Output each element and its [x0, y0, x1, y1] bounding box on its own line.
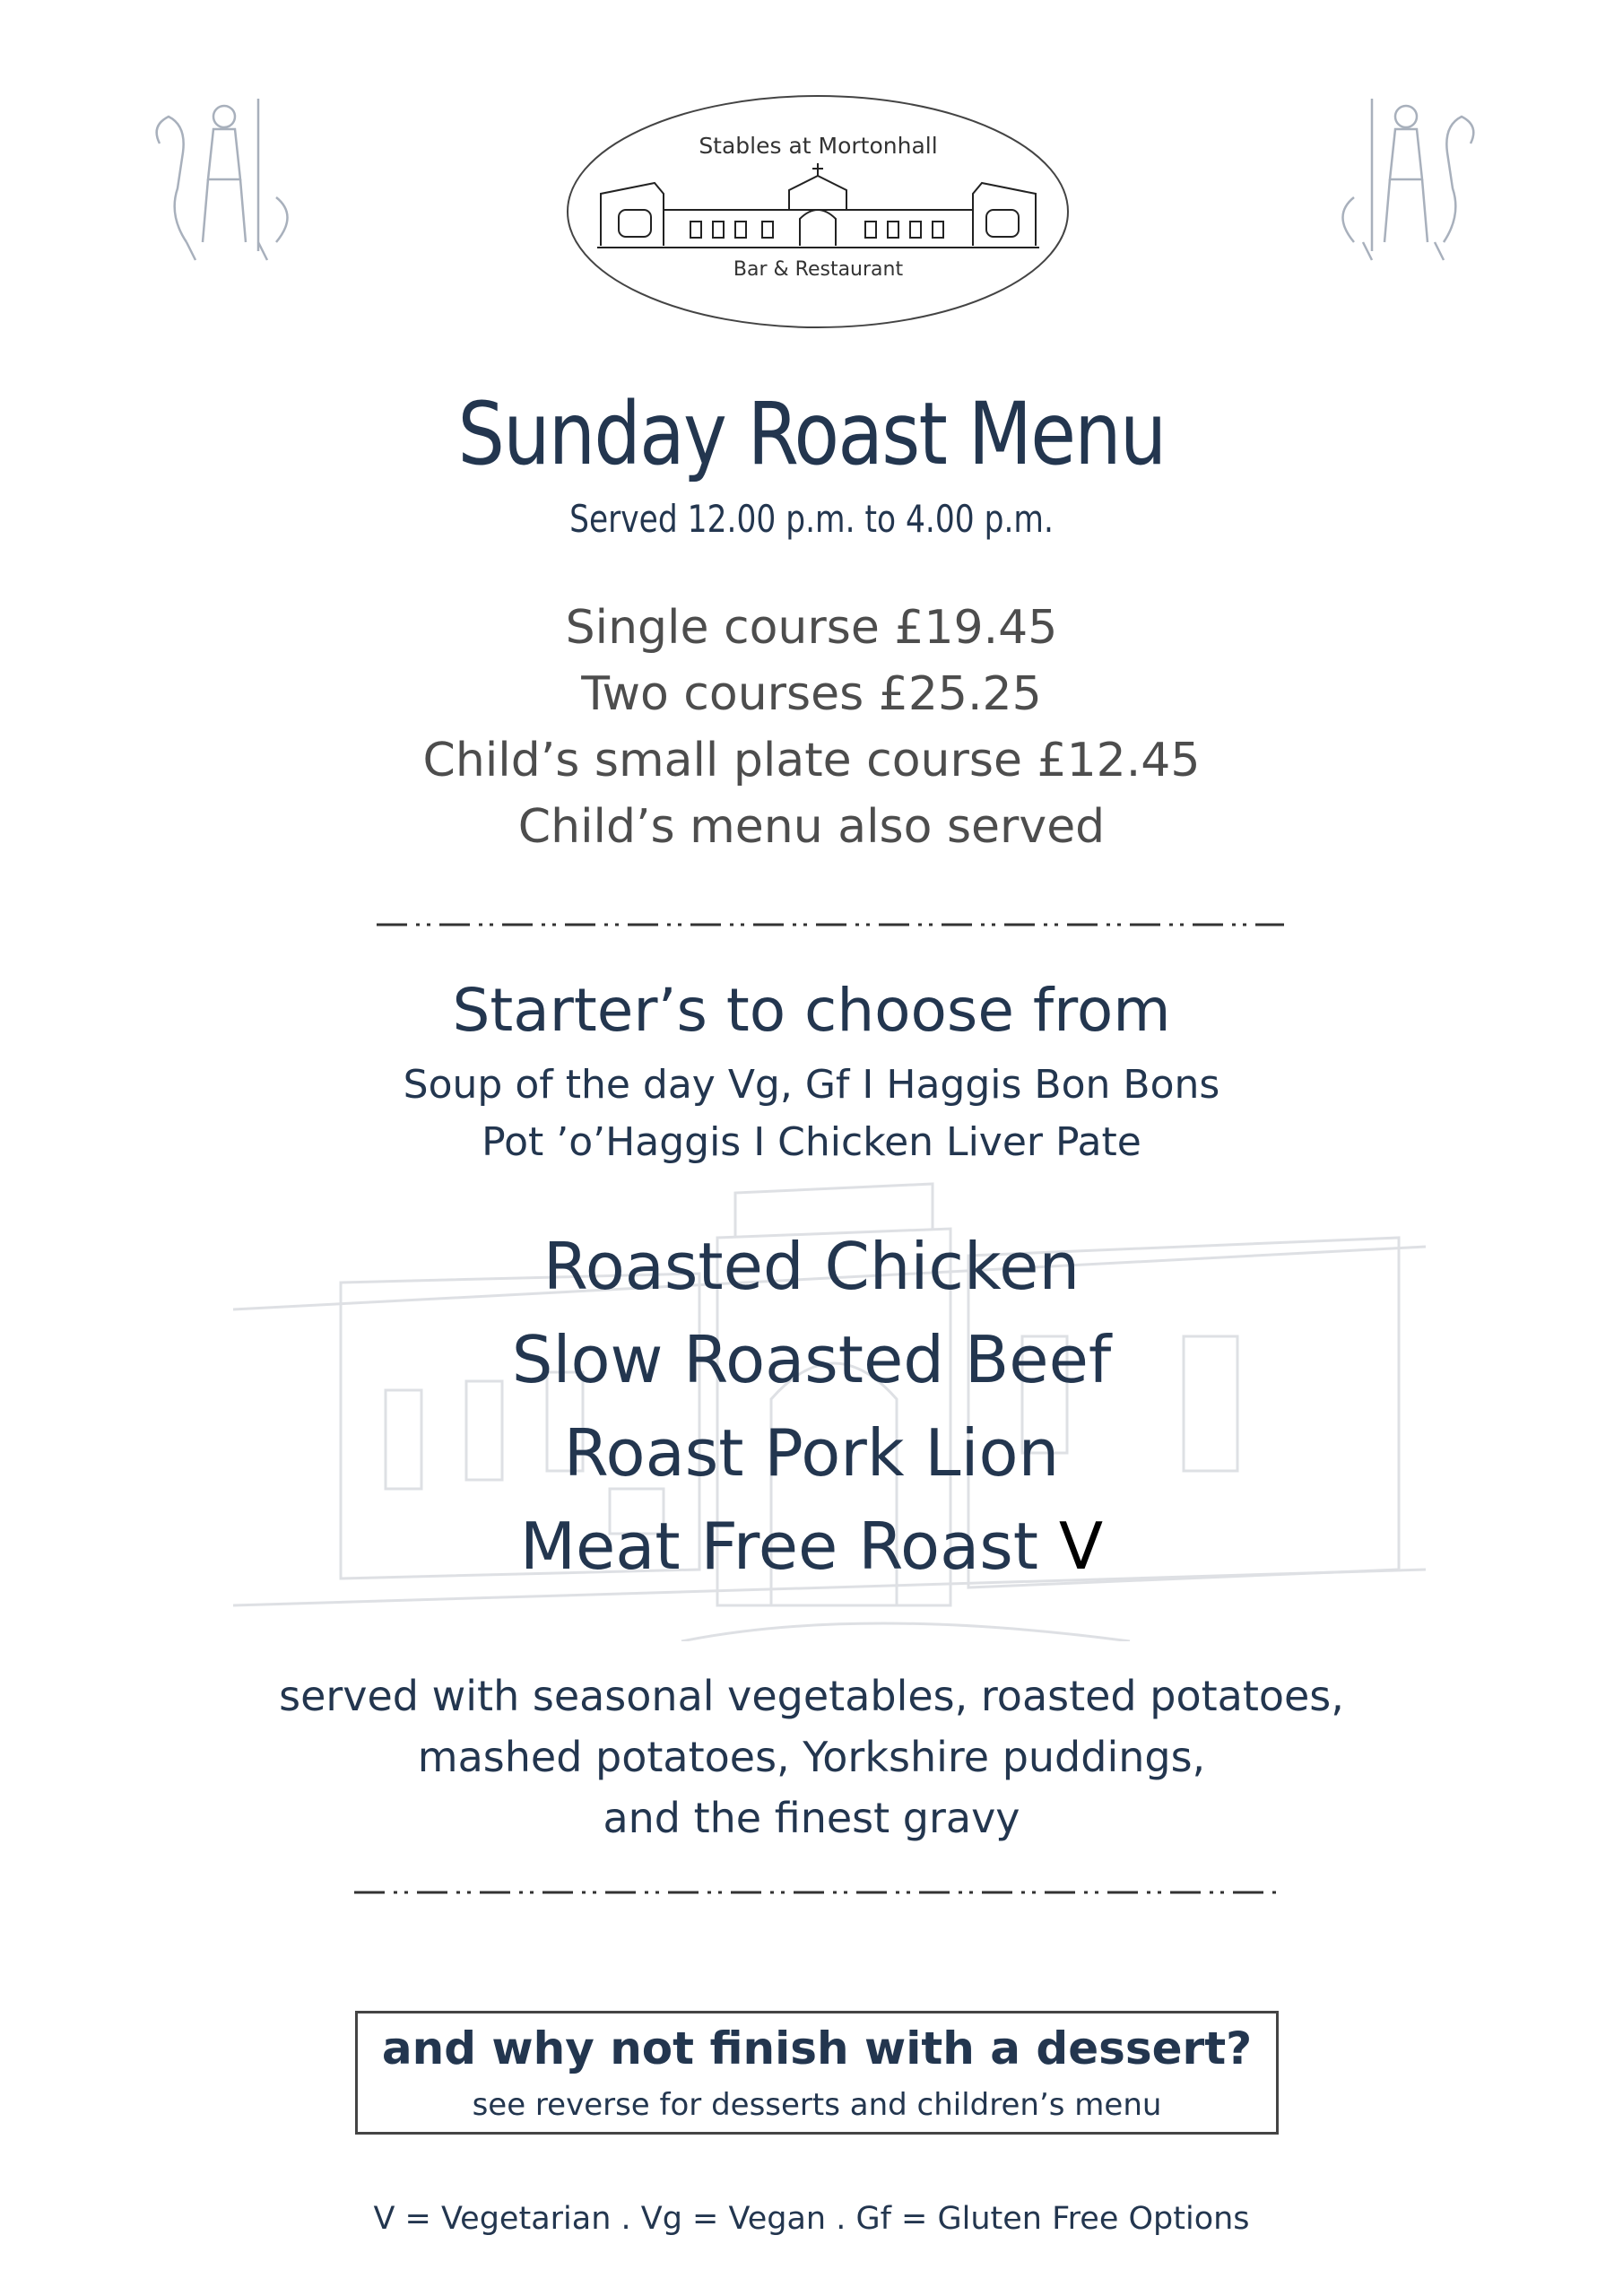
- price-line: Two courses £25.25: [581, 667, 1042, 721]
- restaurant-logo: [565, 93, 1072, 331]
- sides-line: and the finest gravy: [603, 1794, 1020, 1842]
- main-course-item: [0, 1415, 1623, 1491]
- main-course-label: Slow Roasted Beef: [511, 1322, 1112, 1397]
- main-course-label: Meat Free Roast: [519, 1509, 1038, 1584]
- dietary-legend: V = Vegetarian . Vg = Vegan . Gf = Gluten Free Options: [373, 2201, 1250, 2237]
- page-title: Sunday Roast Menu: [457, 384, 1166, 484]
- sides-line: served with seasonal vegetables, roasted potatoes,: [279, 1672, 1344, 1720]
- sides-line: mashed potatoes, Yorkshire puddings,: [417, 1733, 1206, 1781]
- price-line: Child’s small plate course £12.45: [422, 734, 1201, 787]
- main-course-item: [0, 1229, 1623, 1304]
- dash-dot-divider: [354, 1890, 1278, 1895]
- price-line: Child’s menu also served: [517, 800, 1106, 854]
- price-line: Single course £19.45: [565, 601, 1058, 655]
- knight-horse-icon: [1327, 90, 1488, 269]
- vegetarian-mark: V: [1058, 1509, 1104, 1584]
- knight-horse-icon: [142, 90, 303, 269]
- starters-line: Pot ’o’Haggis I Chicken Liver Pate: [482, 1119, 1141, 1165]
- main-course-item: [0, 1322, 1623, 1397]
- main-course-label: Roast Pork Lion: [563, 1415, 1060, 1491]
- logo-name-top: Stables at Mortonhall: [699, 133, 938, 159]
- dessert-title: and why not finish with a dessert?: [381, 2022, 1253, 2074]
- starters-line: Soup of the day Vg, Gf I Haggis Bon Bons: [403, 1062, 1220, 1108]
- dessert-subtitle: see reverse for desserts and children’s menu: [472, 2087, 1162, 2123]
- main-course-label: Roasted Chicken: [542, 1229, 1081, 1304]
- logo-name-bottom: Bar & Restaurant: [733, 258, 904, 281]
- dessert-callout-box: [355, 2011, 1279, 2135]
- served-hours: Served 12.00 p.m. to 4.00 p.m.: [569, 497, 1054, 541]
- dash-dot-divider: [377, 922, 1284, 927]
- main-course-item: [0, 1509, 1623, 1584]
- starters-heading: Starter’s to choose from: [452, 976, 1171, 1045]
